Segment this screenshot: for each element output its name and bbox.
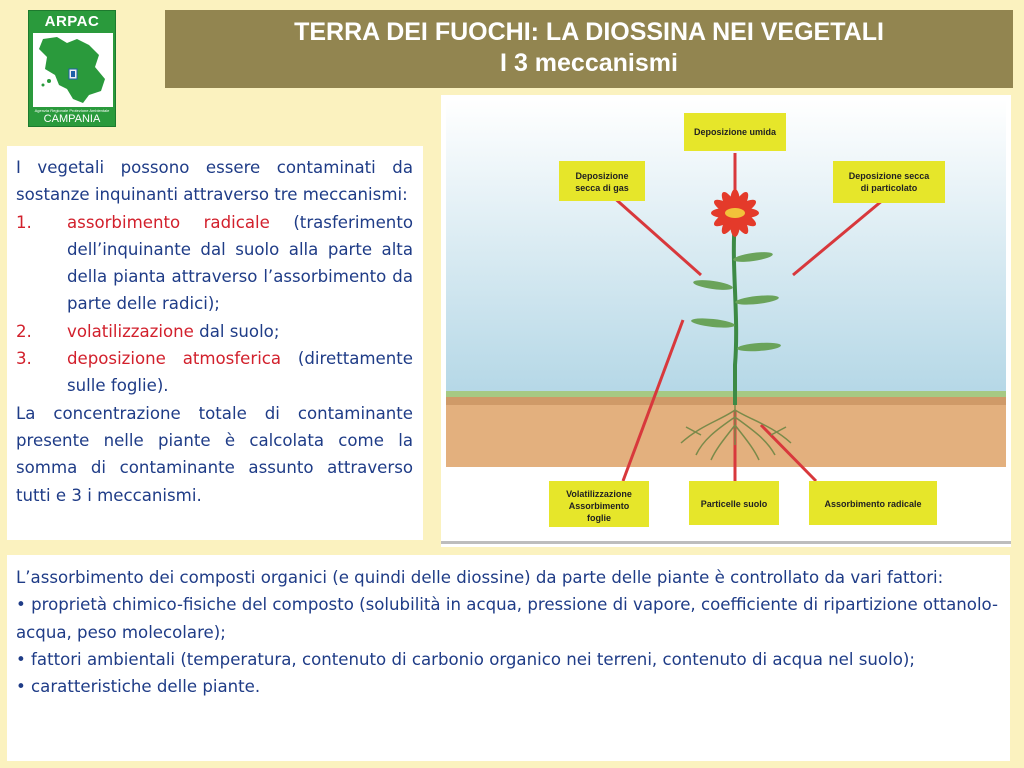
svg-text:Deposizione secca: Deposizione secca (848, 171, 930, 181)
mechanism-name: assorbimento radicale (67, 212, 270, 232)
svg-text:Deposizione umida: Deposizione umida (693, 127, 777, 137)
mechanism-name: volatilizzazione (67, 321, 194, 341)
mechanisms-list (16, 209, 413, 400)
label-soil-particles (689, 481, 779, 525)
mechanism-name: deposizione atmosferica (67, 349, 282, 369)
list-number: 3. (16, 349, 32, 369)
mechanism-detail: dal suolo; (193, 321, 280, 341)
svg-text:Deposizione: Deposizione (575, 171, 629, 181)
intro-text: I vegetali possono essere contaminati da sostanze inquinanti attraverso tre meccanismi: (16, 158, 413, 205)
list-number: 1. (16, 212, 32, 232)
label-root-uptake (809, 481, 937, 525)
title-banner (165, 10, 1013, 88)
list-item (16, 209, 413, 318)
svg-text:Assorbimento radicale: Assorbimento radicale (824, 499, 922, 509)
svg-text:di particolato: di particolato (860, 183, 918, 193)
soil-area (446, 397, 1006, 467)
arpac-logo (28, 10, 116, 127)
mechanisms-panel (7, 146, 423, 540)
factors-intro: L’assorbimento dei composti organici (e quindi delle diossine) da parte delle piante è controllato da vari fattori: (16, 568, 944, 587)
list-number: 2. (16, 321, 32, 341)
logo-top-text: ARPAC (44, 13, 100, 30)
label-dry-particulate-deposition (833, 161, 945, 203)
svg-text:foglie: foglie (587, 513, 611, 523)
ground-line (446, 391, 1006, 397)
contamination-diagram (441, 95, 1011, 547)
mechanism-detail: (direttamente sulle foglie). (67, 349, 413, 396)
plant-stem (734, 220, 736, 405)
list-item (16, 345, 413, 400)
page-title: TERRA DEI FUOCHI: LA DIOSSINA NEI VEGETALI (294, 18, 884, 46)
svg-text:Volatilizzazione: Volatilizzazione (566, 489, 632, 499)
logo-bottom-text: CAMPANIA (43, 113, 101, 125)
conclusion-text: La concentrazione totale di contaminante presente nelle piante è calcolata come la somma di contaminante assunto attraverso tutti e 3 i meccanismi. (16, 403, 413, 505)
factors-panel (7, 555, 1010, 761)
svg-text:Assorbimento: Assorbimento (568, 501, 630, 511)
campania-map-icon (33, 33, 113, 107)
list-item (16, 318, 413, 345)
factor-item: • fattori ambientali (temperatura, contenuto di carbonio organico nei terreni, contenuto di acqua nel suolo); (16, 649, 915, 669)
svg-text:secca di gas: secca di gas (575, 183, 629, 193)
label-wet-deposition (684, 113, 786, 151)
label-dry-gas-deposition (559, 161, 645, 201)
svg-text:Particelle suolo: Particelle suolo (700, 499, 768, 509)
factor-item: • caratteristiche delle piante. (16, 677, 261, 697)
logo-subtitle: Agenzia Regionale Protezione Ambientale (34, 108, 110, 113)
factor-item: • proprietà chimico-fisiche del composto (solubilità in acqua, pressione di vapore, coefficiente di ripartizione ottanolo-acqua, peso molecolare); (16, 595, 998, 642)
mechanism-detail: (trasferimento dell’inquinante dal suolo alla parte alta della pianta attraverso l’assorbimento da parte delle radici); (67, 212, 413, 314)
page-subtitle: I 3 meccanismi (500, 49, 678, 77)
label-volatilization (549, 481, 649, 527)
